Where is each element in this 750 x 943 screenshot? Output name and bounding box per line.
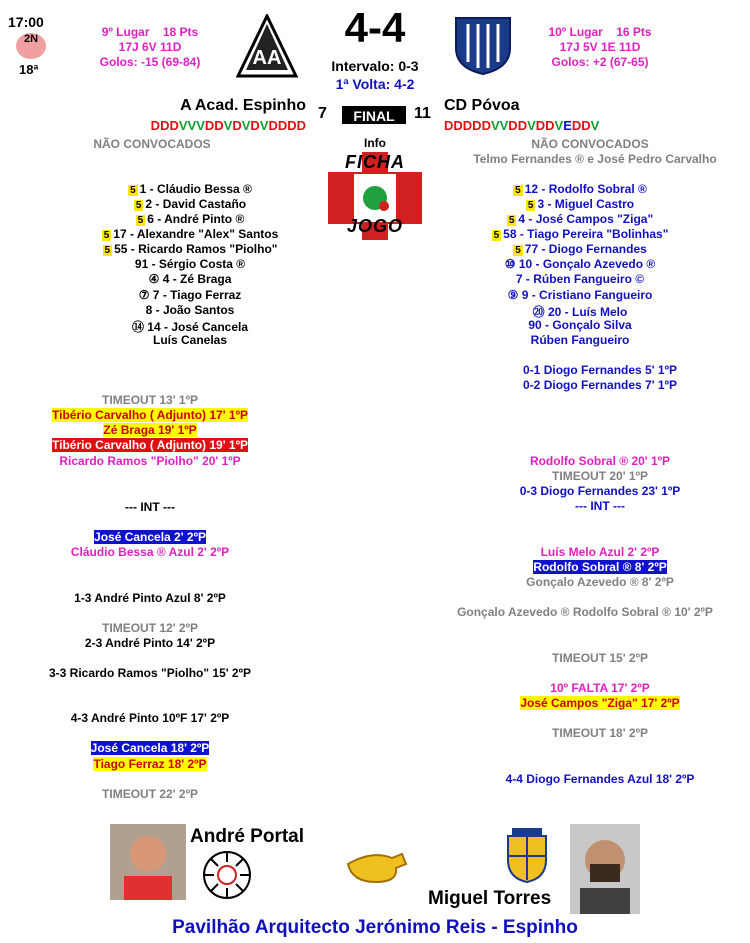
form-result: V (554, 118, 564, 133)
player-row[interactable] (430, 257, 730, 271)
player-name: 91 - Sérgio Costa ® (134, 257, 246, 271)
event-row (450, 545, 750, 559)
event-row (0, 423, 300, 437)
form-result: D (204, 118, 215, 133)
event-text: José Campos "Ziga" 17' 2ºP (520, 696, 680, 710)
form-result: D (517, 118, 528, 133)
event-row (0, 393, 300, 407)
away-not-called: Telmo Fernandes ® e José Pedro Carvalho (473, 152, 717, 166)
away-team-name[interactable]: CD Póvoa (444, 97, 520, 114)
form-result: D (453, 118, 463, 133)
event-text: TIMEOUT 18' 2ºP (552, 726, 648, 740)
event-text: --- INT --- (125, 500, 175, 514)
event-row (0, 666, 300, 680)
form-result: V (196, 118, 205, 133)
player-name: 12 - Rodolfo Sobral ® (524, 182, 647, 196)
event-row (450, 469, 750, 483)
away-record: 17J 5V 1E 11D (559, 40, 641, 54)
player-row[interactable] (40, 242, 340, 256)
event-text: TIMEOUT 12' 2ºP (102, 621, 198, 635)
form-result: D (287, 118, 297, 133)
form-result: D (581, 118, 591, 133)
form-result: V (223, 118, 233, 133)
away-stats (535, 25, 665, 70)
player-row[interactable] (40, 257, 340, 271)
player-name: 3 - Miguel Castro (537, 197, 635, 211)
home-not-called-label: NÃO CONVOCADOS (93, 137, 211, 151)
venue-name: Pavilhão Arquitecto Jerónimo Reis - Espinho (172, 917, 578, 938)
event-row (450, 726, 750, 740)
event-row (450, 696, 750, 710)
form-result: D (232, 118, 242, 133)
event-text: Cláudio Bessa ® Azul 2' 2ºP (70, 545, 230, 559)
starter-badge: 5 (135, 200, 142, 211)
player-name: 55 - Ricardo Ramos "Piolho" (114, 242, 278, 256)
player-name: ⑩ 10 - Gonçalo Azevedo ® (504, 257, 656, 271)
player-row[interactable] (40, 272, 340, 286)
event-row (0, 621, 300, 635)
form-result: D (214, 118, 224, 133)
player-name: ⑦ 7 - Tiago Ferraz (138, 288, 242, 302)
event-row (450, 378, 750, 392)
form-result: V (499, 118, 509, 133)
association-crest (502, 826, 552, 884)
form-result: D (268, 118, 278, 133)
event-text: Rodolfo Sobral ® 20' 1ºP (529, 454, 671, 468)
event-row (0, 787, 300, 801)
player-name: ④ 4 - Zé Braga (148, 272, 232, 286)
starter-badge: 5 (493, 230, 500, 241)
event-row (0, 530, 300, 544)
referee-2-avatar (570, 824, 640, 914)
event-row (450, 499, 750, 513)
player-row[interactable] (40, 227, 340, 241)
form-result: D (150, 118, 161, 133)
ficha-label: FICHA (345, 152, 405, 172)
event-text: TIMEOUT 15' 2ºP (552, 651, 648, 665)
away-standing: 10º Lugar (548, 25, 603, 39)
player-row[interactable] (430, 288, 730, 302)
starter-badge: 5 (515, 185, 521, 196)
form-result: D (462, 118, 473, 133)
event-text: 0-3 Diogo Fernandes 23' 1ºP (519, 484, 681, 498)
form-result: D (277, 118, 288, 133)
starter-badge: 5 (527, 200, 534, 211)
player-row[interactable] (430, 333, 730, 347)
form-result: V (527, 118, 536, 133)
event-row (0, 545, 300, 559)
event-text: José Cancela 18' 2ºP (90, 741, 210, 755)
event-row (0, 636, 300, 650)
away-shots: 11 (414, 105, 431, 122)
player-row[interactable] (430, 212, 730, 226)
player-row[interactable] (40, 303, 340, 317)
player-row[interactable] (40, 182, 340, 196)
event-text: 3-3 Ricardo Ramos "Piolho" 15' 2ºP (48, 666, 251, 680)
event-text: Rodolfo Sobral ® 8' 2ºP (533, 560, 667, 574)
info-label[interactable]: Info (364, 136, 386, 150)
player-row[interactable] (430, 242, 730, 256)
player-name: 4 - José Campos "Ziga" (518, 212, 654, 226)
event-row (450, 560, 750, 574)
home-points: 18 Pts (162, 25, 199, 39)
player-row[interactable] (40, 212, 340, 226)
event-row (0, 500, 300, 514)
event-row (450, 454, 750, 468)
event-row (450, 575, 750, 589)
form-result: D (160, 118, 170, 133)
event-text: Tiago Ferraz 18' 2ºP (93, 757, 207, 771)
form-result: V (178, 118, 188, 133)
referee-1-avatar (110, 824, 186, 900)
player-row[interactable] (40, 197, 340, 211)
starter-badge: 5 (103, 230, 110, 241)
event-row (450, 363, 750, 377)
event-text: 4-4 Diogo Fernandes Azul 18' 2ºP (505, 772, 695, 786)
form-result: D (296, 118, 306, 133)
event-row (450, 772, 750, 786)
event-text: TIMEOUT 22' 2ºP (102, 787, 198, 801)
player-name: 77 - Diogo Fernandes (524, 242, 647, 256)
player-row[interactable] (430, 318, 730, 332)
round-badge-label: 2N (23, 33, 39, 45)
event-row (0, 454, 300, 468)
event-text: 0-2 Diogo Fernandes 7' 1ºP (523, 378, 677, 392)
form-result: V (241, 118, 251, 133)
event-row (450, 681, 750, 695)
player-name: ⑨ 9 - Cristiano Fangueiro (507, 288, 653, 302)
form-result: E (563, 118, 572, 133)
player-row[interactable] (430, 227, 730, 241)
home-shots: 7 (318, 105, 327, 122)
player-row[interactable] (40, 333, 340, 347)
form-result: D (250, 118, 260, 133)
event-row (450, 651, 750, 665)
event-row (420, 605, 750, 619)
event-text: 1-3 André Pinto Azul 8' 2ºP (74, 591, 226, 605)
away-not-called-label: NÃO CONVOCADOS (531, 137, 649, 151)
starter-badge: 5 (515, 245, 521, 256)
form-result: D (472, 118, 482, 133)
form-result: D (508, 118, 518, 133)
player-name: 1 - Cláudio Bessa ® (139, 182, 252, 196)
event-text: Gonçalo Azevedo ® Rodolfo Sobral ® 10' 2ºP (457, 605, 713, 619)
event-text: 4-3 André Pinto 10ºF 17' 2ºP (70, 711, 230, 725)
player-name: 7 - Rúben Fangueiro © (515, 272, 645, 286)
form-result: D (571, 118, 582, 133)
apa-logo (202, 850, 252, 900)
referee-1-photo[interactable] (110, 824, 186, 900)
away-form (444, 118, 599, 133)
event-text: TIMEOUT 13' 1ºP (102, 393, 198, 407)
match-time: 17:00 (8, 14, 44, 30)
event-text: 10º FALTA 17' 2ºP (550, 681, 650, 695)
halftime-score: Intervalo: 0-3 (331, 58, 419, 74)
form-result: D (481, 118, 491, 133)
player-name: 2 - David Castaño (145, 197, 247, 211)
player-name: Rúben Fangueiro (530, 333, 630, 347)
form-result: V (187, 118, 197, 133)
event-text: TIMEOUT 20' 1ºP (552, 469, 648, 483)
jogo-label: JOGO (346, 216, 403, 236)
starter-badge: 5 (104, 245, 111, 256)
away-points: 16 Pts (616, 25, 652, 39)
form-result: D (169, 118, 179, 133)
event-text: Ricardo Ramos "Piolho" 20' 1ºP (59, 454, 241, 468)
player-name: 8 - João Santos (145, 303, 235, 317)
starter-badge: 5 (508, 215, 515, 226)
event-row (0, 591, 300, 605)
player-name: ⑳ 20 - Luís Melo (532, 305, 628, 319)
away-goals: Golos: +2 (67-65) (551, 55, 649, 69)
round-badge (16, 33, 46, 59)
final-score: 4-4 (344, 4, 406, 51)
player-name: 17 - Alexandre "Alex" Santos (113, 227, 279, 241)
event-row (0, 741, 300, 755)
starter-badge: 5 (137, 215, 144, 226)
referee-2-photo[interactable] (570, 824, 640, 914)
player-name: Luís Canelas (152, 333, 228, 347)
round-number: 18ª (19, 62, 39, 77)
event-text: Tibério Carvalho ( Adjunto) 19' 1ºP (52, 438, 248, 452)
form-result: D (545, 118, 555, 133)
form-result: D (535, 118, 546, 133)
player-name: 6 - André Pinto ® (147, 212, 245, 226)
form-result: V (490, 118, 500, 133)
home-stats (85, 25, 215, 70)
player-row[interactable] (430, 182, 730, 196)
event-text: Luís Melo Azul 2' 2ºP (540, 545, 660, 559)
home-team-name[interactable]: A Acad. Espinho (180, 97, 306, 114)
event-text: José Cancela 2' 2ºP (94, 530, 206, 544)
home-goals: Golos: -15 (69-84) (99, 55, 201, 69)
event-text: Zé Braga 19' 1ºP (103, 423, 197, 437)
player-name: 58 - Tiago Pereira "Bolinhas" (503, 227, 669, 241)
home-standing: 9º Lugar (101, 25, 150, 39)
event-text: --- INT --- (575, 499, 625, 513)
svg-text:AA: AA (252, 47, 282, 69)
event-row (0, 438, 300, 452)
player-row[interactable] (430, 197, 730, 211)
player-row[interactable] (430, 272, 730, 286)
player-name: ⑭ 14 - José Cancela (131, 320, 249, 334)
whistle-icon (342, 846, 410, 886)
referee-2-name: Miguel Torres (428, 888, 552, 909)
form-result: V (259, 118, 269, 133)
event-row (450, 484, 750, 498)
event-text: Gonçalo Azevedo ® 8' 2ºP (526, 575, 674, 589)
event-text: 0-1 Diogo Fernandes 5' 1ºP (523, 363, 677, 377)
form-result: D (444, 118, 454, 133)
starter-badge: 5 (130, 185, 136, 196)
player-row[interactable] (40, 288, 340, 302)
form-result: V (590, 118, 600, 133)
player-name: 90 - Gonçalo Silva (528, 318, 632, 332)
event-row (0, 711, 300, 725)
home-form (151, 118, 306, 133)
match-status: FINAL (342, 106, 406, 124)
event-row (0, 757, 300, 771)
event-text: 2-3 André Pinto 14' 2ºP (84, 636, 216, 650)
referee-1-name: André Portal (190, 826, 305, 847)
event-row (0, 408, 300, 422)
away-team-logo[interactable] (452, 14, 514, 76)
event-text: Tibério Carvalho ( Adjunto) 17' 1ºP (52, 408, 248, 422)
home-team-logo[interactable] (236, 14, 298, 80)
home-record: 17J 6V 11D (118, 40, 182, 54)
first-leg-score: 1ª Volta: 4-2 (335, 76, 415, 92)
